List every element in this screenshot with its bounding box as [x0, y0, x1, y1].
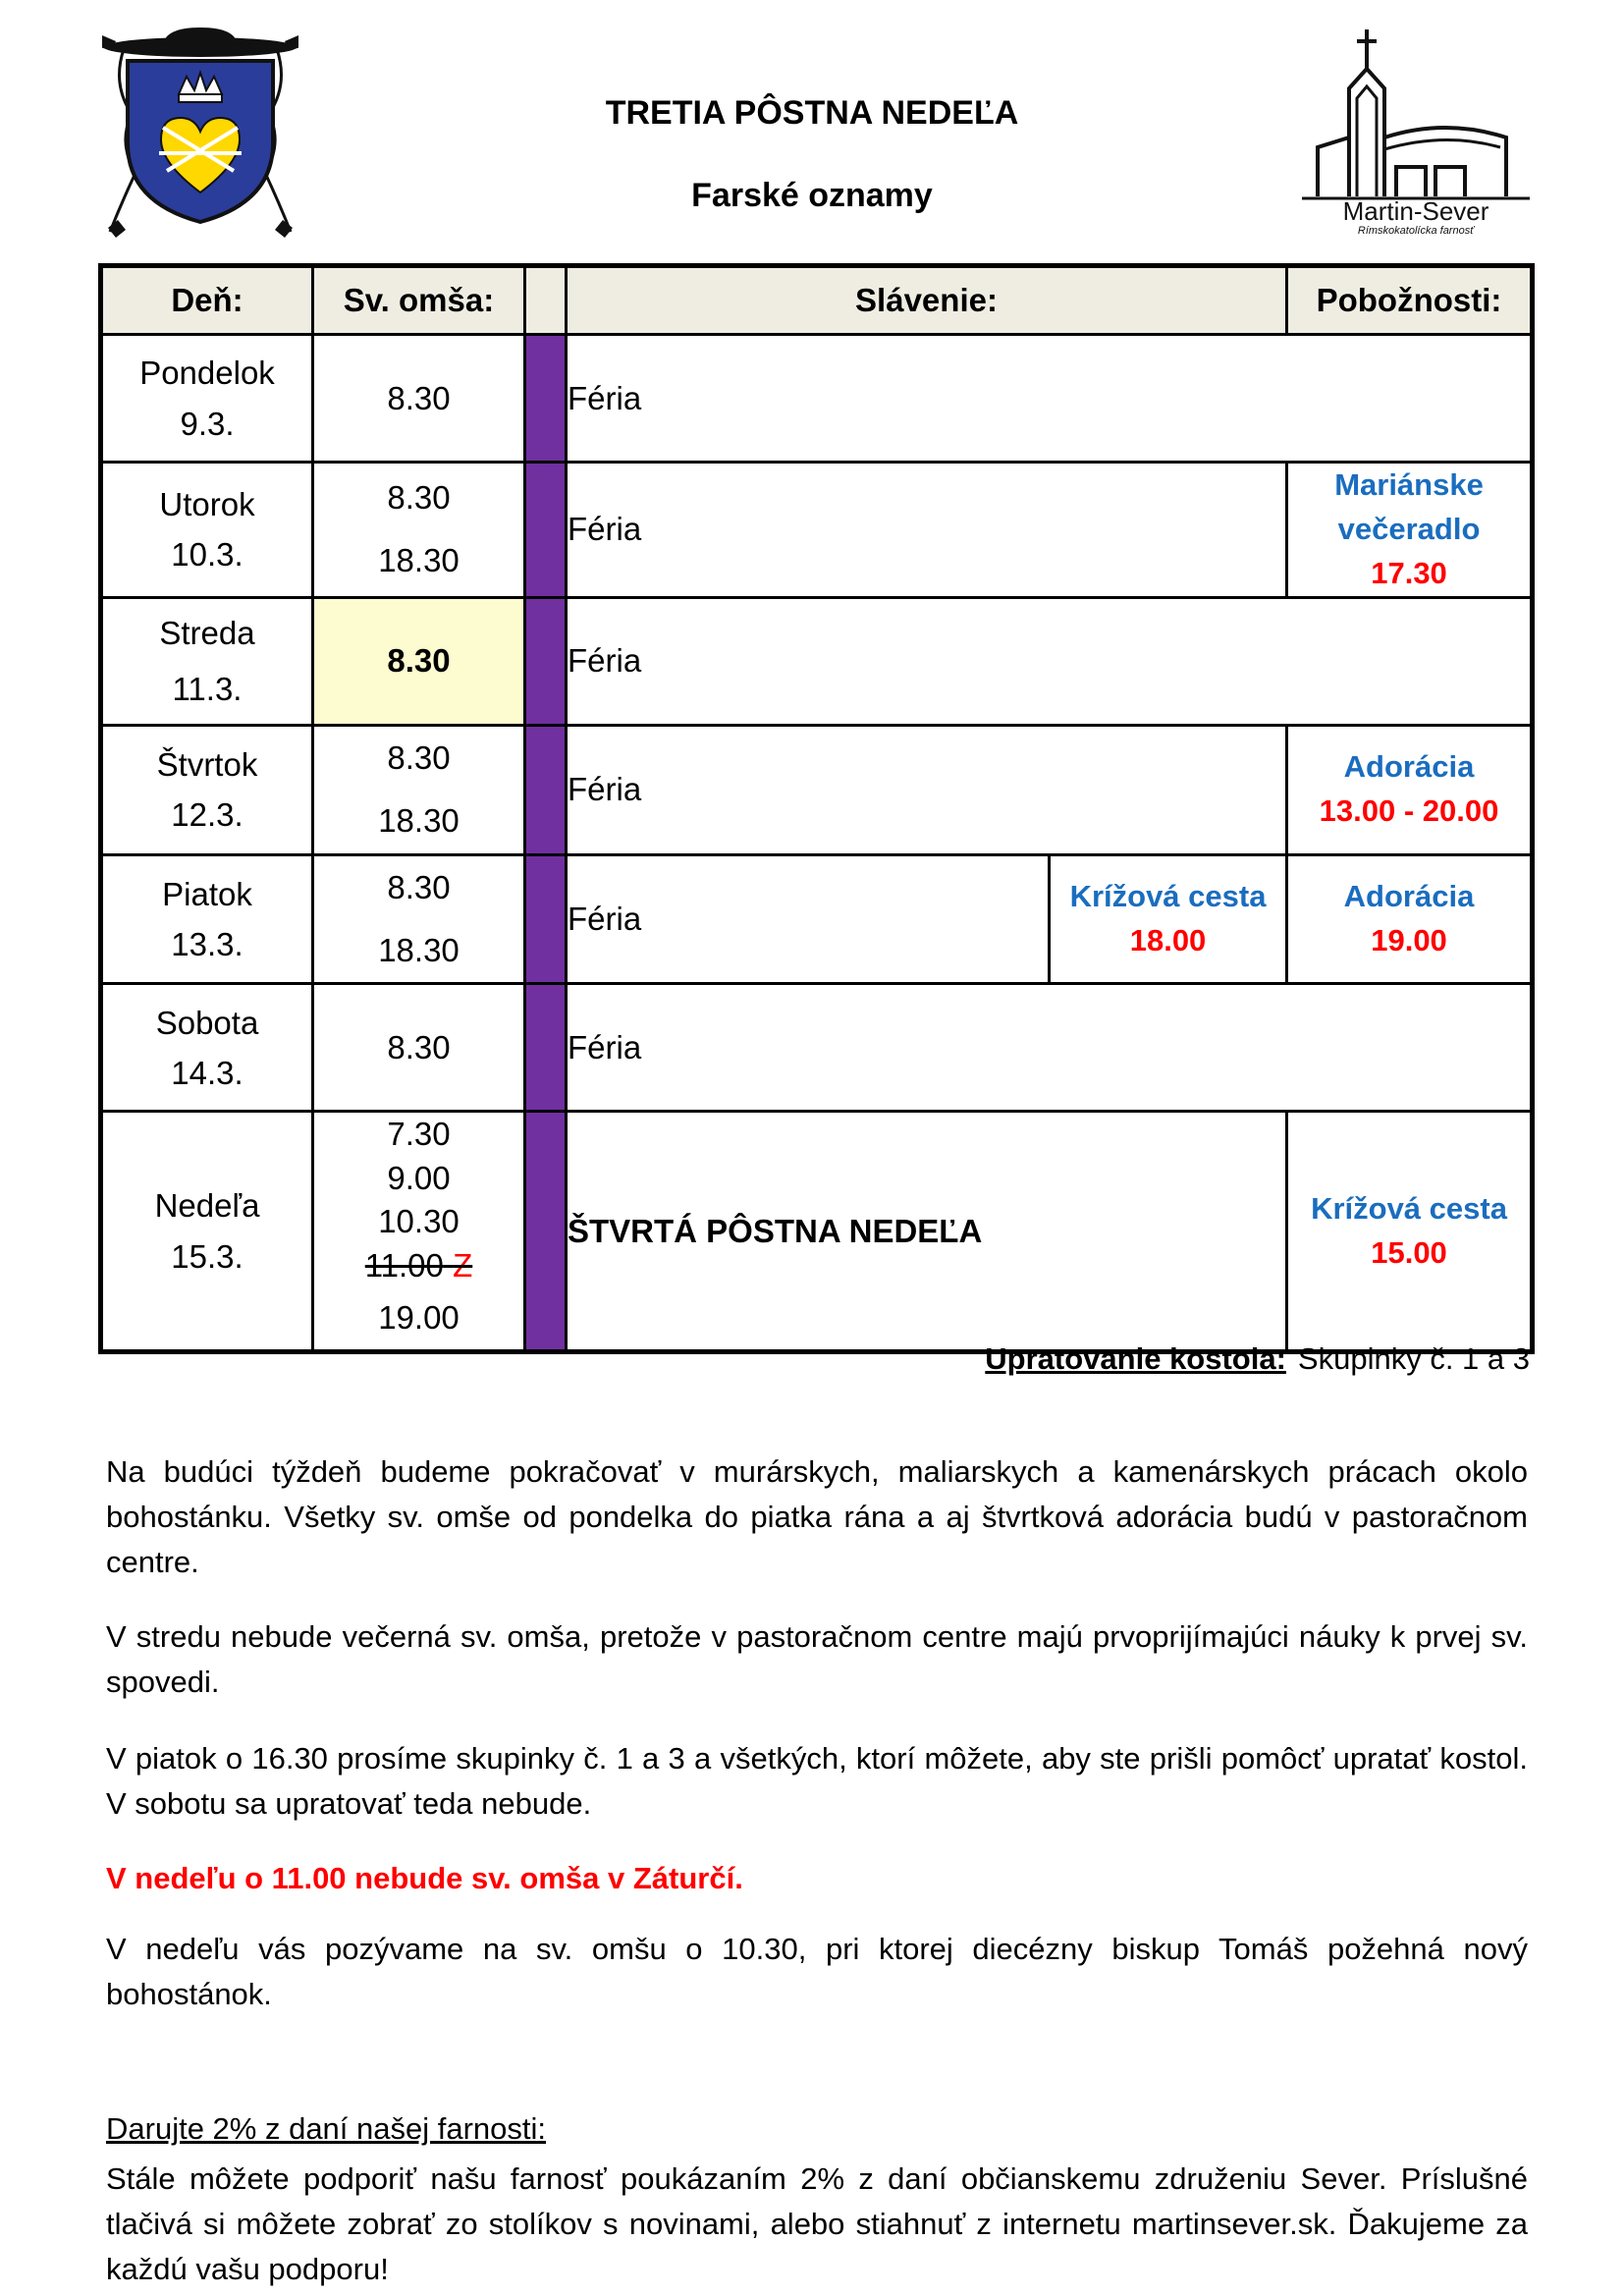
liturgical-color	[525, 984, 567, 1112]
day-cell	[101, 597, 313, 725]
devotion-name: Adorácia	[1343, 749, 1475, 785]
cancelled-mass-location: Z	[453, 1246, 473, 1284]
devotion-cell	[1287, 725, 1533, 854]
day-cell	[101, 1112, 313, 1352]
table-row	[101, 597, 1533, 725]
page-title: TRETIA PÔSTNA NEDEĽA	[605, 94, 1019, 132]
devotion-name: Adorácia	[1343, 878, 1475, 913]
announcement-paragraph: V nedeľu vás pozývame na sv. omšu o 10.30, pri ktorej diecézny biskup Tomáš požehná nový bohostánok.	[106, 1932, 1528, 2011]
cleaning-note	[985, 1341, 1530, 1377]
donation-heading: Darujte 2% z daní našej farnosti:	[106, 2111, 547, 2146]
mass-time: 7.30	[387, 1116, 451, 1153]
liturgical-color	[525, 854, 567, 984]
day-date: 13.3.	[171, 925, 244, 962]
day-name: Piatok	[162, 875, 252, 912]
devotion-name: večeradlo	[1337, 511, 1481, 546]
liturgical-color	[525, 725, 567, 854]
celebration-cell: Féria	[567, 854, 1050, 984]
devotion-time: 18.00	[1129, 922, 1207, 957]
mass-time: 8.30	[387, 642, 451, 680]
cleaning-value: Skupinky č. 1 a 3	[1297, 1341, 1530, 1376]
day-name: Utorok	[159, 486, 255, 523]
mass-cell	[313, 463, 525, 598]
table-row	[101, 984, 1533, 1112]
announcement-paragraph: V piatok o 16.30 prosíme skupinky č. 1 a 3 a všetkých, ktorí môžete, aby ste prišli pomôcť upratať kostol. V sobotu sa upratovať teda nebude.	[106, 1741, 1528, 1821]
header-devotions: Pobožnosti:	[1287, 266, 1533, 335]
cancelled-mass-time: 11.00	[364, 1246, 444, 1284]
header-day: Deň:	[101, 266, 313, 335]
day-date: 9.3.	[180, 405, 235, 442]
liturgical-color	[525, 463, 567, 598]
celebration-cell: Féria	[567, 335, 1533, 463]
day-cell	[101, 725, 313, 854]
mass-time: 8.30	[387, 868, 451, 905]
header-color	[525, 266, 567, 335]
table-row	[101, 1112, 1533, 1352]
mass-time: 18.30	[378, 802, 460, 840]
day-cell	[101, 335, 313, 463]
mass-time: 8.30	[387, 738, 451, 776]
day-name: Nedeľa	[154, 1187, 260, 1225]
celebration-cell: Féria	[567, 984, 1533, 1112]
cancelled-mass	[365, 1247, 472, 1284]
table-row	[101, 854, 1533, 984]
devotion-time: 17.30	[1371, 555, 1447, 590]
table-row	[101, 725, 1533, 854]
devotion-time: 13.00 - 20.00	[1319, 793, 1499, 829]
liturgical-color	[525, 597, 567, 725]
mass-cell	[313, 335, 525, 463]
table-row	[101, 335, 1533, 463]
day-date: 11.3.	[172, 671, 243, 708]
day-name: Štvrtok	[156, 746, 258, 784]
devotion-time: 19.00	[1371, 922, 1447, 957]
devotion-time: 15.00	[1371, 1234, 1447, 1270]
donation-text: Stále môžete podporiť našu farnosť poukázaním 2% z daní občianskemu združeniu Sever. Príslušné tlačivá si môžete zobrať zo stolíkov s novinami, alebo stiahnuť z internetu martinsever.sk. Ďakujeme za každú vašu podporu!	[106, 2161, 1528, 2286]
day-name: Streda	[159, 614, 255, 651]
devotion-cell	[1287, 463, 1533, 598]
day-date: 10.3.	[171, 536, 244, 574]
announcement-paragraph: V stredu nebude večerná sv. omša, pretože v pastoračnom centre majú prvoprijímajúci náuky k prvej sv. spovedi.	[106, 1619, 1528, 1699]
table-row	[101, 463, 1533, 598]
logo-text: Martin-Sever	[1342, 196, 1489, 226]
mass-time: 10.30	[378, 1203, 460, 1240]
announcement-paragraph: Na budúci týždeň budeme pokračovať v murárskych, maliarskych a kamenárskych prácach okolo bohostánku. Všetky sv. omše od pondelka do piatka rána a aj štvrtková adorácia budú v pastoračnom centre.	[106, 1454, 1528, 1579]
logo-subtext: Rímskokatolícka farnosť	[1357, 225, 1475, 236]
day-name: Sobota	[155, 1004, 259, 1041]
devotion-name: Mariánske	[1334, 467, 1484, 502]
mass-cell	[313, 725, 525, 854]
mass-time: 18.30	[378, 931, 460, 968]
mass-time: 19.00	[378, 1299, 460, 1337]
mass-time: 18.30	[378, 542, 460, 579]
devotion-cell	[1287, 854, 1533, 984]
celebration-cell: ŠTVRTÁ PÔSTNA NEDEĽA	[567, 1112, 1287, 1352]
day-cell	[101, 463, 313, 598]
mass-cell	[313, 984, 525, 1112]
mass-cell-highlighted	[313, 597, 525, 725]
devotion-name: Krížová cesta	[1311, 1190, 1507, 1226]
day-date: 12.3.	[171, 796, 244, 834]
schedule-table	[98, 263, 1535, 1354]
header-mass: Sv. omša:	[313, 266, 525, 335]
mass-cell	[313, 854, 525, 984]
celebration-cell: Féria	[567, 597, 1533, 725]
day-cell	[101, 984, 313, 1112]
announcement-important: V nedeľu o 11.00 nebude sv. omša v Záturčí.	[106, 1861, 743, 1895]
celebration-cell: Féria	[567, 725, 1287, 854]
coat-of-arms-logo	[102, 26, 298, 253]
celebration-cell: Féria	[567, 463, 1287, 598]
devotion-name: Krížová cesta	[1069, 878, 1267, 913]
mass-cell	[313, 1112, 525, 1352]
mass-time: 8.30	[387, 379, 451, 416]
liturgical-color	[525, 1112, 567, 1352]
day-name: Pondelok	[139, 355, 275, 392]
mass-time: 8.30	[387, 479, 451, 517]
day-cell	[101, 854, 313, 984]
extra-devotion-cell	[1050, 854, 1287, 984]
mass-time: 9.00	[387, 1159, 451, 1196]
liturgical-color	[525, 335, 567, 463]
page-subtitle: Farské oznamy	[691, 177, 933, 214]
mass-time: 8.30	[387, 1028, 451, 1066]
day-date: 14.3.	[171, 1054, 244, 1091]
devotion-cell	[1287, 1112, 1533, 1352]
header-celebration: Slávenie:	[567, 266, 1287, 335]
table-header-row	[101, 266, 1533, 335]
day-date: 15.3.	[171, 1237, 244, 1275]
cleaning-label: Upratovanie kostola:	[985, 1341, 1286, 1376]
